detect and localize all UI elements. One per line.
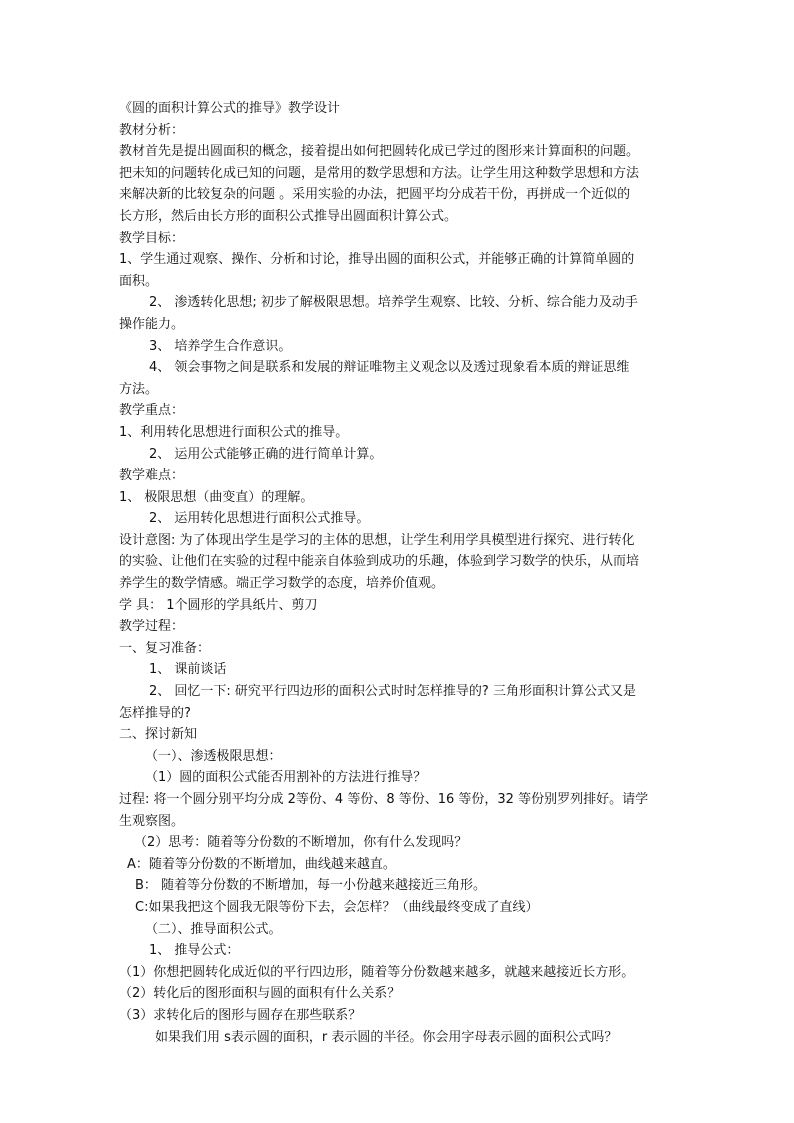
subsection-heading: （一）、渗透极限思想： [145, 748, 282, 764]
section-heading: 教学难点： [119, 468, 185, 484]
paragraph-line: 设计意图: 为了体现出学生是学习的主体的思想，让学生利用学具模型进行探究、进行转化 [119, 532, 635, 548]
list-item: B： 随着等分份数的不断增加，每一小份越来越接近三角形。 [135, 878, 487, 894]
paragraph-line: 学 具： 1个圆形的学具纸片、剪刀 [119, 597, 318, 613]
list-item: （1）圆的面积公式能否用割补的方法进行推导？ [145, 770, 427, 786]
paragraph-line: 养学生的数学情感。端正学习数学的态度，培养价值观。 [119, 576, 445, 592]
list-item: 1、 极限思想（曲变直）的理解。 [119, 489, 314, 505]
section-heading: 教学重点： [119, 403, 185, 419]
paragraph-line: 的实验、让他们在实验的过程中能亲自体验到成功的乐趣，体验到学习数学的快乐，从而培 [119, 554, 640, 570]
paragraph-line: 生观察图。 [119, 813, 185, 829]
paragraph-line: 来解决新的比较复杂的问题 。采用实验的办法，把圆平均分成若干份，再拼成一个近似的 [119, 187, 631, 203]
paragraph-line: 长方形，然后由长方形的面积公式推导出圆面积计算公式。 [119, 208, 458, 224]
subsection-heading: （二）、推导面积公式。 [145, 921, 282, 937]
list-item: （3）求转化后的图形与圆存在那些联系？ [119, 1007, 362, 1023]
list-item: （2）转化后的图形面积与圆的面积有什么关系？ [119, 986, 401, 1002]
list-item: 1、 课前谈话 [149, 662, 227, 678]
list-item: C:如果我把这个圆我无限等份下去，会怎样？（曲线最终变成了直线） [135, 899, 539, 915]
section-heading: 教材分析： [119, 122, 185, 138]
section-heading: 教学过程： [119, 619, 185, 635]
list-item: （2）思考：随着等分份数的不断增加，你有什么发现吗？ [134, 835, 468, 851]
document-body [119, 98, 685, 1048]
paragraph-line: 过程: 将一个圆分别平均分成 2等份、4 等份、8 等份、16 等份，32 等份别罗列排好。请学 [119, 792, 649, 807]
list-item: 2、 运用公式能够正确的进行简单计算。 [149, 446, 383, 462]
document-title: 《圆的面积计算公式的推导》教学设计 [119, 101, 341, 116]
paragraph-line: 教材首先是提出圆面积的概念，接着提出如何把圆转化成已学过的图形来计算面积的问题。 [119, 144, 640, 160]
list-item: 2、 运用转化思想进行面积公式推导。 [149, 511, 370, 527]
list-item: 4、 领会事物之间是联系和发展的辩证唯物主义观念以及透过现象看本质的辩证思维 [149, 360, 630, 376]
list-item: 2、 回忆一下: 研究平行四边形的面积公式时时怎样推导的? 三角形面积计算公式又是 [149, 684, 636, 700]
paragraph-line: 如果我们用 s表示圆的面积，r 表示圆的半径。你会用字母表示圆的面积公式吗？ [155, 1029, 618, 1045]
section-heading: 教学目标： [119, 230, 185, 246]
list-item: 1、学生通过观察、操作、分析和讨论，推导出圆的面积公式，并能够正确的计算简单圆的 [119, 252, 635, 268]
section-heading: 一、复习准备： [119, 640, 211, 656]
list-item: 1、利用转化思想进行面积公式的推导。 [119, 424, 349, 440]
section-heading: 二、探讨新知 [119, 727, 198, 743]
list-item: 3、 培养学生合作意识。 [149, 338, 292, 354]
list-item-continuation: 方法。 [119, 381, 159, 397]
paragraph-line: 把未知的问题转化成已知的问题，是常用的数学思想和方法。让学生用这种数学思想和方法 [119, 165, 640, 181]
list-item: 2、 渗透转化思想; 初步了解极限思想。培养学生观察、比较、分析、综合能力及动手 [149, 295, 638, 311]
list-item-continuation: 面积。 [119, 273, 159, 289]
list-item: （1）你想把圆转化成近似的平行四边形，随着等分份数越来越多，就越来越接近长方形。 [119, 964, 635, 980]
list-item-continuation: 操作能力。 [119, 316, 185, 332]
list-item: A：随着等分份数的不断增加，曲线越来越直。 [127, 856, 396, 872]
list-item-continuation: 怎样推导的? [119, 705, 191, 721]
list-item: 1、 推导公式： [149, 943, 240, 959]
